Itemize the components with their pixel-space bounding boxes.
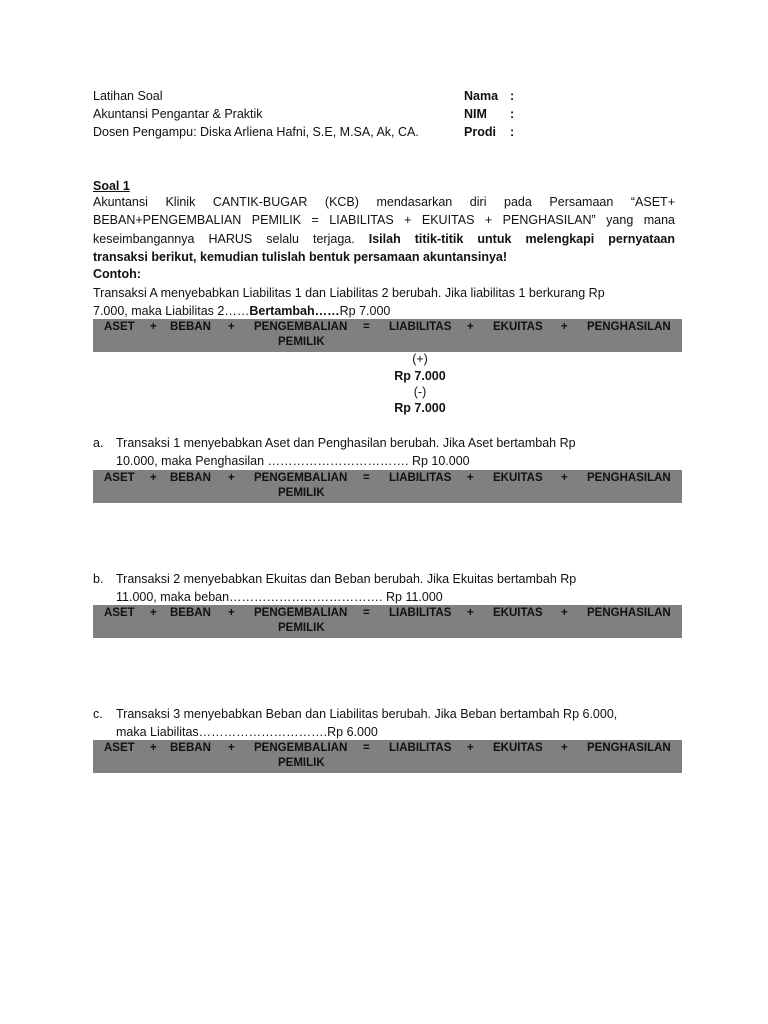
answer-value-2: Rp 7.000 <box>394 401 446 415</box>
eq-plus: + <box>467 607 474 619</box>
intro-line-3-normal: keseimbangannya HARUS selalu terjaga. <box>93 232 369 246</box>
eq-penghasilan: PENGHASILAN <box>587 321 671 333</box>
answer-sign-plus: (+) <box>412 352 428 366</box>
contoh-line-2 <box>93 302 390 320</box>
eq-penghasilan: PENGHASILAN <box>587 472 671 484</box>
question-marker-a: a. <box>93 436 104 450</box>
question-b-line-2: 11.000, maka beban………………………………. Rp 11.000 <box>116 590 443 604</box>
eq-equals: = <box>363 607 370 619</box>
eq-plus: + <box>561 607 568 619</box>
eq-equals: = <box>363 321 370 333</box>
eq-pemilik: PEMILIK <box>278 622 325 634</box>
answer-value-1: Rp 7.000 <box>394 369 446 383</box>
field-label-nama: Nama <box>464 89 499 103</box>
eq-plus: + <box>561 321 568 333</box>
intro-line-3 <box>93 230 675 248</box>
contoh-line-2-a: 7.000, maka Liabilitas 2…… <box>93 304 250 318</box>
eq-pemilik: PEMILIK <box>278 336 325 348</box>
eq-aset: ASET <box>104 607 135 619</box>
field-label-nim: NIM <box>464 107 487 121</box>
eq-plus: + <box>467 472 474 484</box>
equation-bar-a <box>93 470 682 503</box>
eq-penghasilan: PENGHASILAN <box>587 742 671 754</box>
contoh-line-1: Transaksi A menyebabkan Liabilitas 1 dan Liabilitas 2 berubah. Jika liabilitas 1 berkurang Rp <box>93 286 605 300</box>
field-sep-nama: : <box>510 89 515 103</box>
eq-plus: + <box>561 472 568 484</box>
eq-beban: BEBAN <box>170 607 211 619</box>
eq-liabilitas: LIABILITAS <box>389 607 452 619</box>
eq-plus: + <box>150 472 157 484</box>
question-b-line-1: Transaksi 2 menyebabkan Ekuitas dan Beban berubah. Jika Ekuitas bertambah Rp <box>116 572 577 586</box>
lecturer-name: Dosen Pengampu: Diska Arliena Hafni, S.E, M.SA, Ak, CA. <box>93 125 419 139</box>
contoh-label: Contoh: <box>93 267 141 281</box>
eq-equals: = <box>363 472 370 484</box>
eq-beban: BEBAN <box>170 742 211 754</box>
eq-plus: + <box>228 472 235 484</box>
eq-liabilitas: LIABILITAS <box>389 321 452 333</box>
equation-bar-c <box>93 740 682 773</box>
eq-plus: + <box>150 607 157 619</box>
eq-plus: + <box>228 321 235 333</box>
eq-liabilitas: LIABILITAS <box>389 742 452 754</box>
eq-pengembalian: PENGEMBALIAN <box>254 607 348 619</box>
eq-pengembalian: PENGEMBALIAN <box>254 742 348 754</box>
eq-penghasilan: PENGHASILAN <box>587 607 671 619</box>
intro-line-1: Akuntansi Klinik CANTIK-BUGAR (KCB) mendasarkan diri pada Persamaan “ASET+ <box>93 195 675 209</box>
equation-bar-b <box>93 605 682 638</box>
question-marker-c: c. <box>93 707 103 721</box>
eq-plus: + <box>150 742 157 754</box>
eq-aset: ASET <box>104 321 135 333</box>
course-name: Akuntansi Pengantar & Praktik <box>93 107 263 121</box>
eq-plus: + <box>467 742 474 754</box>
eq-pengembalian: PENGEMBALIAN <box>254 321 348 333</box>
eq-plus: + <box>228 607 235 619</box>
eq-pengembalian: PENGEMBALIAN <box>254 472 348 484</box>
eq-plus: + <box>228 742 235 754</box>
field-sep-prodi: : <box>510 125 515 139</box>
contoh-line-2-b: Bertambah…… <box>249 304 340 318</box>
question-c-line-2: maka Liabilitas………………………….Rp 6.000 <box>116 725 378 739</box>
eq-ekuitas: EKUITAS <box>493 321 543 333</box>
eq-plus: + <box>150 321 157 333</box>
eq-beban: BEBAN <box>170 472 211 484</box>
eq-liabilitas: LIABILITAS <box>389 472 452 484</box>
contoh-line-2-c: Rp 7.000 <box>339 304 391 318</box>
eq-pemilik: PEMILIK <box>278 487 325 499</box>
eq-plus: + <box>467 321 474 333</box>
soal-title: Soal 1 <box>93 179 130 193</box>
question-marker-b: b. <box>93 572 104 586</box>
equation-bar-example <box>93 319 682 352</box>
eq-aset: ASET <box>104 742 135 754</box>
question-a-line-1: Transaksi 1 menyebabkan Aset dan Penghasilan berubah. Jika Aset bertambah Rp <box>116 436 576 450</box>
eq-beban: BEBAN <box>170 321 211 333</box>
intro-line-3-bold: Isilah titik-titik untuk melengkapi pernyataan <box>368 232 675 246</box>
intro-line-2: BEBAN+PENGEMBALIAN PEMILIK = LIABILITAS + EKUITAS + PENGHASILAN” yang mana <box>93 213 675 227</box>
eq-plus: + <box>561 742 568 754</box>
worksheet-title: Latihan Soal <box>93 89 163 103</box>
eq-aset: ASET <box>104 472 135 484</box>
question-a-line-2: 10.000, maka Penghasilan ……………………………. Rp 10.000 <box>116 454 470 468</box>
question-c-line-1: Transaksi 3 menyebabkan Beban dan Liabilitas berubah. Jika Beban bertambah Rp 6.000, <box>116 707 618 721</box>
answer-sign-minus: (-) <box>413 385 427 399</box>
eq-ekuitas: EKUITAS <box>493 742 543 754</box>
eq-pemilik: PEMILIK <box>278 757 325 769</box>
eq-ekuitas: EKUITAS <box>493 472 543 484</box>
eq-ekuitas: EKUITAS <box>493 607 543 619</box>
eq-equals: = <box>363 742 370 754</box>
field-sep-nim: : <box>510 107 515 121</box>
intro-line-4: transaksi berikut, kemudian tulislah bentuk persamaan akuntansinya! <box>93 250 508 264</box>
field-label-prodi: Prodi <box>464 125 496 139</box>
